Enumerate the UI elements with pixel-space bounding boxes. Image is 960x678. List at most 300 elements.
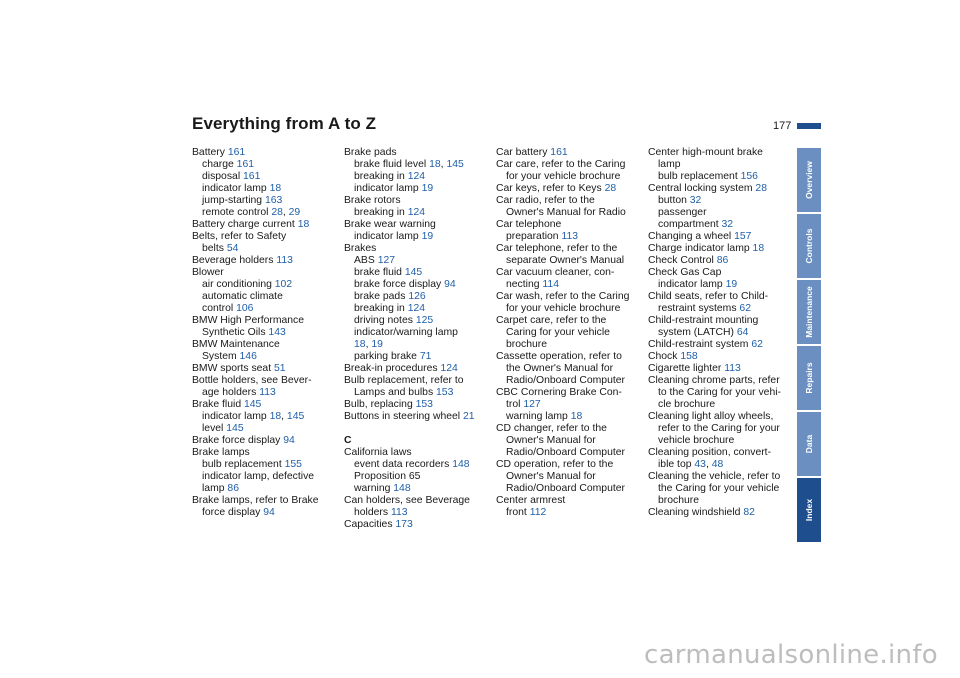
index-entry (496, 303, 646, 315)
index-entry-text: Brake pads (344, 147, 397, 158)
page-link[interactable]: 29 (288, 207, 301, 218)
index-entry-text: Owner's Manual for Radio (506, 207, 626, 218)
page-title: Everything from A to Z (192, 114, 377, 133)
index-entry (648, 411, 798, 423)
index-entry-text: bulb replacement (658, 171, 741, 182)
index-entry-text: Brakes (344, 243, 377, 254)
index-entry-text: preparation (506, 231, 562, 242)
index-entry (344, 303, 494, 315)
index-entry-text: Synthetic Oils (202, 327, 269, 338)
index-entry-text: Owner's Manual for (506, 471, 596, 482)
index-entry (496, 327, 646, 339)
index-entry-text: breaking in (354, 207, 408, 218)
index-entry (648, 159, 798, 171)
page-separator: , (282, 207, 289, 218)
page-link[interactable]: 19 (371, 339, 383, 350)
index-entry-text: Bottle holders, see Bever- (192, 375, 312, 386)
index-entry-text: force display (202, 507, 264, 518)
index-entry (344, 195, 494, 207)
index-entry-text: front (506, 507, 530, 518)
page-link[interactable]: 124 (440, 363, 458, 374)
tab-label: Repairs (804, 362, 814, 394)
index-entry-text: indicator/warning lamp (354, 327, 458, 338)
index-entry (648, 255, 798, 267)
index-entry (344, 411, 494, 423)
index-entry-text: Battery charge current (192, 219, 298, 230)
index-entry (344, 471, 494, 483)
index-entry (496, 195, 646, 207)
index-entry-text: Blower (192, 267, 224, 278)
index-spacer (344, 423, 494, 435)
index-entry (192, 375, 342, 387)
index-entry-text: holders (354, 507, 391, 518)
index-entry-text: remote control (202, 207, 272, 218)
index-entry-text: indicator lamp (658, 279, 726, 290)
index-entry-text: BMW Maintenance (192, 339, 280, 350)
tab-index[interactable] (797, 478, 821, 542)
page-number: 177 (773, 120, 792, 132)
index-entry (344, 495, 494, 507)
page-link[interactable]: 94 (283, 435, 295, 446)
page-link[interactable]: 43 (694, 459, 706, 470)
page-link[interactable]: 28 (271, 207, 283, 218)
index-column-4 (648, 147, 798, 519)
index-entry (344, 507, 494, 519)
index-entry (344, 363, 494, 375)
index-entry (648, 399, 798, 411)
index-entry (648, 231, 798, 243)
page-link[interactable]: 145 (446, 159, 464, 170)
index-entry (192, 327, 342, 339)
index-entry (648, 351, 798, 363)
page-link[interactable]: 18 (429, 159, 441, 170)
page-link[interactable]: 145 (404, 267, 423, 278)
page-link[interactable]: 51 (274, 363, 286, 374)
index-entry (648, 483, 798, 495)
index-entry (648, 207, 798, 219)
page-link[interactable]: 113 (390, 507, 408, 518)
index-entry-text: Charge indicator lamp (648, 243, 753, 254)
index-entry (496, 423, 646, 435)
page-number-bar (797, 123, 821, 129)
index-entry (496, 207, 646, 219)
page-link[interactable]: 148 (393, 483, 411, 494)
index-entry-text: indicator lamp, defective (202, 471, 315, 482)
index-entry-text: Center armrest (496, 495, 566, 506)
index-entry-text: level (202, 423, 227, 434)
page-link[interactable]: 18 (269, 411, 282, 422)
index-entry (344, 159, 494, 171)
page-link[interactable]: 18 (297, 219, 310, 230)
page-link[interactable]: 143 (268, 327, 286, 338)
index-entry-text: Capacities (344, 519, 396, 530)
index-entry (648, 363, 798, 375)
index-entry-text: Lamps and bulbs (354, 387, 437, 398)
page-link[interactable]: 161 (236, 159, 255, 170)
page-link[interactable]: 124 (407, 207, 426, 218)
page-link[interactable]: 32 (689, 195, 702, 206)
index-entry (344, 255, 494, 267)
index-entry (648, 267, 798, 279)
index-entry-text: restraint systems (658, 303, 740, 314)
index-entry (496, 231, 646, 243)
index-entry-text: for your vehicle brochure (506, 171, 621, 182)
index-entry-text: Check Control (648, 255, 717, 266)
index-entry (344, 387, 494, 399)
page-link[interactable]: 54 (226, 243, 239, 254)
index-entry-text: Car vacuum cleaner, con- (496, 267, 615, 278)
index-entry (344, 183, 494, 195)
index-entry-text: refer to the Caring for your (658, 423, 780, 434)
index-entry-text: Brake fluid (192, 399, 244, 410)
index-entry (496, 495, 646, 507)
index-entry-text: separate Owner's Manual (506, 255, 625, 266)
page-link[interactable]: 146 (239, 351, 257, 362)
index-entry-text: Check Gas Cap (648, 267, 722, 278)
index-entry (344, 243, 494, 255)
tab-label: Index (804, 498, 814, 522)
index-entry-text: Child-restraint system (648, 339, 752, 350)
page-link[interactable]: 127 (523, 399, 541, 410)
page-link[interactable]: 153 (436, 387, 454, 398)
index-entry-text: Car telephone, refer to the (496, 243, 618, 254)
index-entry (192, 363, 342, 375)
index-entry (344, 447, 494, 459)
page-link[interactable]: 86 (716, 255, 729, 266)
index-entry-text: air conditioning (202, 279, 275, 290)
index-entry (344, 327, 494, 339)
index-entry-text: indicator lamp (202, 411, 270, 422)
index-entry-text: Bulb replacement, refer to (344, 375, 464, 386)
page-link[interactable]: 158 (680, 351, 698, 362)
index-entry (648, 495, 798, 507)
index-entry (648, 291, 798, 303)
index-entry (648, 303, 798, 315)
index-entry-text: ible top (658, 459, 695, 470)
page-link[interactable]: 127 (377, 255, 396, 266)
index-entry-text: brochure (658, 495, 700, 506)
page-link[interactable]: 124 (407, 303, 426, 314)
index-entry (192, 255, 342, 267)
index-entry (496, 507, 646, 519)
index-entry-text: Can holders, see Beverage (344, 495, 470, 506)
index-entry (344, 291, 494, 303)
index-entry (192, 495, 342, 507)
index-entry (344, 315, 494, 327)
index-entry (496, 459, 646, 471)
index-entry (192, 231, 342, 243)
page-link[interactable]: 19 (421, 231, 434, 242)
watermark: carmanualsonline.info (643, 640, 938, 670)
index-entry-text: lamp (658, 159, 681, 170)
index-entry (344, 219, 494, 231)
index-entry-text: Beverage holders (192, 255, 277, 266)
index-entry-text: Brake lamps, refer to Brake (192, 495, 319, 506)
index-entry (648, 387, 798, 399)
section-tabs (797, 148, 821, 544)
index-entry-text: Changing a wheel (648, 231, 735, 242)
tab-label: Maintenance (804, 286, 814, 338)
index-entry-text: Radio/Onboard Computer (506, 447, 625, 458)
page-link[interactable]: 153 (415, 399, 433, 410)
index-entry-text: CBC Cornering Brake Con- (496, 387, 622, 398)
page-link[interactable]: 124 (407, 171, 426, 182)
page-link[interactable]: 32 (721, 219, 734, 230)
page-link[interactable]: 113 (259, 387, 276, 398)
index-entry (344, 147, 494, 159)
page-separator: , (705, 459, 712, 470)
page-link[interactable]: 157 (734, 231, 752, 242)
page-separator: , (281, 411, 287, 422)
index-entry (192, 471, 342, 483)
index-entry (344, 459, 494, 471)
index-entry-text: Cigarette lighter (648, 363, 725, 374)
index-entry (496, 411, 646, 423)
tab-label: Controls (804, 228, 814, 264)
index-entry (192, 315, 342, 327)
index-entry (192, 483, 342, 495)
index-entry-text: passenger (658, 207, 707, 218)
page-link[interactable]: 125 (415, 315, 434, 326)
index-entry-text: Car radio, refer to the (496, 195, 595, 206)
index-entry (192, 171, 342, 183)
index-entry-text: indicator lamp (202, 183, 270, 194)
index-entry-text: button (658, 195, 690, 206)
index-entry-text: Radio/Onboard Computer (506, 483, 625, 494)
index-entry (192, 351, 342, 363)
index-entry (648, 183, 798, 195)
index-entry (648, 375, 798, 387)
page-link[interactable]: 48 (711, 459, 724, 470)
index-entry-text: brake fluid level (354, 159, 430, 170)
index-entry-text: control (202, 303, 237, 314)
page-link[interactable]: 155 (284, 459, 302, 470)
index-entry (648, 243, 798, 255)
page-link[interactable]: 94 (444, 279, 456, 290)
page-link[interactable]: 18 (752, 243, 765, 254)
tab-controls[interactable] (797, 214, 821, 278)
page-link[interactable]: 62 (751, 339, 763, 350)
page-link[interactable]: 18 (269, 183, 282, 194)
page-link[interactable]: 156 (740, 171, 758, 182)
index-entry (496, 447, 646, 459)
index-entry (344, 519, 494, 531)
index-entry-text: Brake rotors (344, 195, 401, 206)
index-entry-text: Car care, refer to the Caring (496, 159, 626, 170)
index-entry (496, 279, 646, 291)
page-link[interactable]: 114 (542, 279, 559, 290)
index-entry (192, 159, 342, 171)
page-link[interactable]: 113 (276, 255, 293, 266)
index-entry-text: age holders (202, 387, 260, 398)
index-entry (496, 339, 646, 351)
index-entry (648, 147, 798, 159)
index-entry-text: Child seats, refer to Child- (648, 291, 769, 302)
page-link[interactable]: 161 (243, 171, 261, 182)
index-entry (344, 339, 494, 351)
index-entry (192, 207, 342, 219)
index-entry (496, 291, 646, 303)
index-entry (192, 411, 342, 423)
index-entry-text: Car keys, refer to Keys (496, 183, 605, 194)
index-entry-text: Cleaning position, convert- (648, 447, 772, 458)
page-link[interactable]: 28 (755, 183, 767, 194)
page-link[interactable]: 102 (274, 279, 293, 290)
page-link[interactable]: 148 (452, 459, 470, 470)
index-entry (192, 423, 342, 435)
index-entry (192, 219, 342, 231)
index-entry-text: Buttons in steering wheel (344, 411, 463, 422)
index-entry (192, 195, 342, 207)
index-entry (496, 375, 646, 387)
page-link[interactable]: 86 (227, 483, 239, 494)
tab-data[interactable] (797, 412, 821, 476)
page-link[interactable]: 106 (236, 303, 254, 314)
index-section-letter (344, 435, 494, 447)
page-separator: , (365, 339, 372, 350)
index-entry-text: brake pads (354, 291, 409, 302)
tab-overview[interactable] (797, 148, 821, 212)
index-entry-text: automatic climate (202, 291, 283, 302)
index-entry (344, 399, 494, 411)
index-entry-text: Cleaning chrome parts, refer (648, 375, 780, 386)
index-entry (344, 351, 494, 363)
page-link[interactable]: 113 (561, 231, 579, 242)
index-entry-text: warning (354, 483, 394, 494)
index-column-2 (344, 147, 494, 531)
index-entry (344, 231, 494, 243)
index-entry-text: charge (202, 159, 237, 170)
index-entry-text: Child-restraint mounting (648, 315, 759, 326)
page-link[interactable]: 28 (604, 183, 617, 194)
index-entry-text: trol (506, 399, 524, 410)
index-entry (648, 315, 798, 327)
index-entry-text: the Caring for your vehicle (658, 483, 780, 494)
index-entry (496, 183, 646, 195)
index-entry (192, 267, 342, 279)
page-link[interactable]: 64 (736, 327, 749, 338)
index-entry-text: Chock (648, 351, 681, 362)
page-link[interactable]: 19 (725, 279, 738, 290)
index-entry (648, 327, 798, 339)
index-entry (496, 147, 646, 159)
index-entry (344, 483, 494, 495)
page-link[interactable]: 94 (263, 507, 275, 518)
index-entry (192, 303, 342, 315)
page-link[interactable]: 163 (264, 195, 283, 206)
index-entry (192, 399, 342, 411)
page-link[interactable]: 19 (421, 183, 434, 194)
page-link[interactable]: 112 (529, 507, 547, 518)
index-entry-text: C (344, 435, 352, 446)
page-link[interactable]: 113 (724, 363, 741, 374)
tab-maintenance[interactable] (797, 280, 821, 344)
index-entry-text: indicator lamp (354, 183, 422, 194)
index-entry-text: Carpet care, refer to the (496, 315, 607, 326)
page-link[interactable]: 173 (395, 519, 413, 530)
index-entry (648, 423, 798, 435)
index-entry-text: Cassette operation, refer to (496, 351, 622, 362)
index-entry-text: warning lamp (506, 411, 571, 422)
index-entry (648, 195, 798, 207)
index-entry-text: breaking in (354, 171, 408, 182)
index-entry (648, 447, 798, 459)
index-entry (344, 207, 494, 219)
index-entry (496, 471, 646, 483)
index-entry (648, 279, 798, 291)
index-entry-text: Caring for your vehicle (506, 327, 610, 338)
index-entry-text: vehicle brochure (658, 435, 735, 446)
index-entry-text: disposal (202, 171, 244, 182)
page-link[interactable]: 18 (354, 339, 366, 350)
index-entry-text: for your vehicle brochure (506, 303, 621, 314)
index-entry (648, 459, 798, 471)
page-link[interactable]: 161 (550, 147, 568, 158)
index-entry-text: brake fluid (354, 267, 405, 278)
index-entry (496, 267, 646, 279)
index-entry-text: Brake force display (192, 435, 284, 446)
index-entry-text: driving notes (354, 315, 416, 326)
page-link[interactable]: 161 (227, 147, 246, 158)
index-entry-text: Central locking system (648, 183, 756, 194)
page-link[interactable]: 62 (739, 303, 751, 314)
index-entry (192, 447, 342, 459)
index-entry-text: Car wash, refer to the Caring (496, 291, 630, 302)
page-separator: , (440, 159, 447, 170)
index-entry (496, 315, 646, 327)
index-entry-text: compartment (658, 219, 722, 230)
index-entry (192, 459, 342, 471)
index-entry (496, 351, 646, 363)
index-entry-text: Owner's Manual for (506, 435, 596, 446)
page-link[interactable]: 145 (243, 399, 262, 410)
index-entry (192, 243, 342, 255)
index-entry-text: Brake lamps (192, 447, 250, 458)
index-entry-text: BMW sports seat (192, 363, 274, 374)
page-link[interactable]: 18 (570, 411, 583, 422)
tab-label: Overview (804, 161, 814, 199)
index-entry (344, 267, 494, 279)
index-entry (192, 183, 342, 195)
index-entry-text: Belts, refer to Safety (192, 231, 287, 242)
page-link[interactable]: 145 (286, 411, 305, 422)
index-entry-text: system (LATCH) (658, 327, 737, 338)
tab-repairs[interactable] (797, 346, 821, 410)
index-entry-text: belts (202, 243, 227, 254)
page-link[interactable]: 145 (226, 423, 244, 434)
page-link[interactable]: 126 (408, 291, 426, 302)
index-entry-text: Battery (192, 147, 228, 158)
index-entry (192, 387, 342, 399)
index-entry-text: the Owner's Manual for (506, 363, 614, 374)
index-entry (496, 171, 646, 183)
index-entry (192, 279, 342, 291)
page-link[interactable]: 71 (419, 351, 432, 362)
index-entry-text: Cleaning windshield (648, 507, 744, 518)
index-entry (192, 435, 342, 447)
index-entry (496, 219, 646, 231)
page-link[interactable]: 21 (463, 411, 475, 422)
page-link[interactable]: 82 (743, 507, 755, 518)
index-entry (344, 171, 494, 183)
index-entry-text: parking brake (354, 351, 420, 362)
index-entry-text: brochure (506, 339, 548, 350)
index-entry-text: System (202, 351, 240, 362)
index-entry-text: to the Caring for your vehi- (658, 387, 782, 398)
index-entry-text: Car battery (496, 147, 551, 158)
index-entry (648, 219, 798, 231)
index-entry (496, 399, 646, 411)
